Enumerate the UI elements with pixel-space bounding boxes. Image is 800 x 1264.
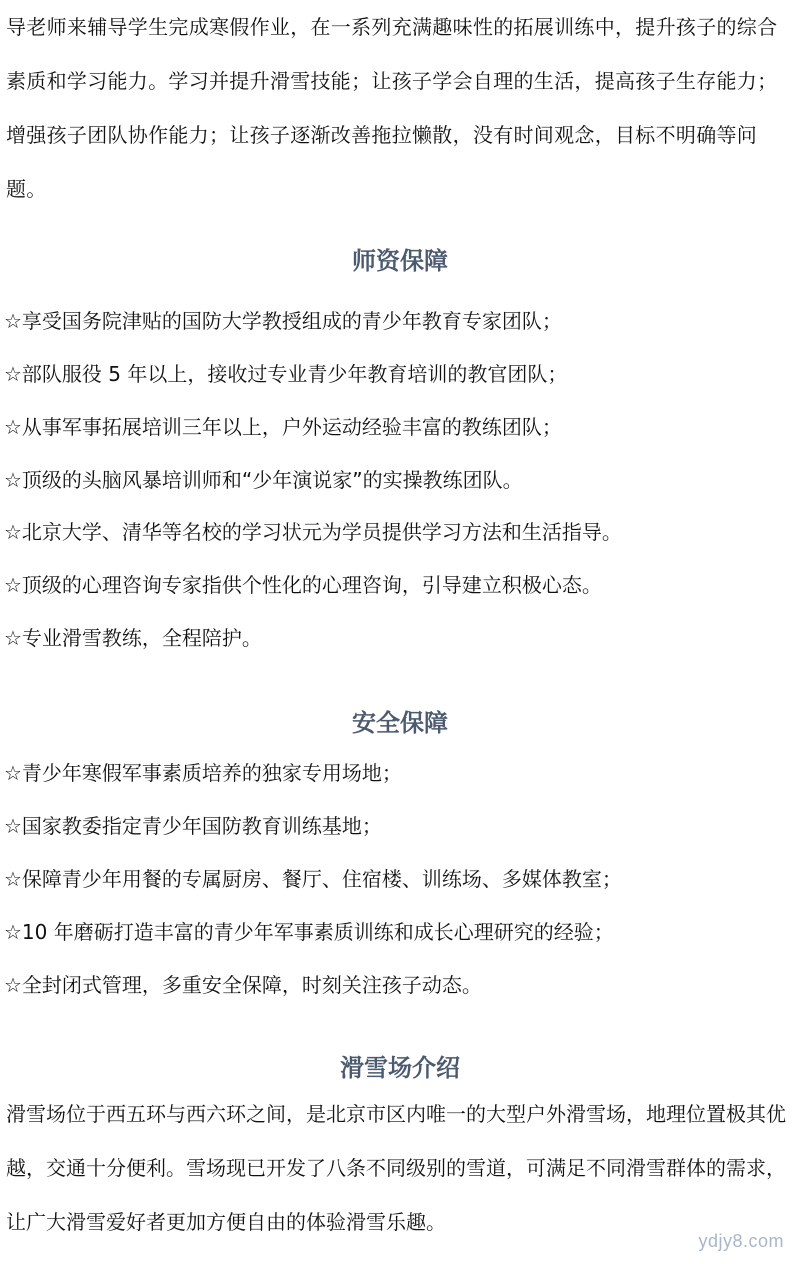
- faculty-item: ☆专业滑雪教练，全程陪护。: [4, 626, 262, 650]
- safety-item: ☆青少年寒假军事素质培养的独家专用场地；: [4, 761, 402, 785]
- safety-item: ☆全封闭式管理，多重安全保障，时刻关注孩子动态。: [4, 973, 482, 997]
- faculty-heading: 师资保障: [352, 247, 448, 275]
- faculty-item: ☆北京大学、清华等名校的学习状元为学员提供学习方法和生活指导。: [4, 520, 622, 544]
- safety-item: ☆保障青少年用餐的专属厨房、餐厅、住宿楼、训练场、多媒体教室；: [4, 867, 622, 891]
- ski-heading: 滑雪场介绍: [340, 1054, 460, 1082]
- watermark: ydjy8.com: [698, 1231, 784, 1251]
- faculty-item: ☆从事军事拓展培训三年以上，户外运动经验丰富的教练团队；: [4, 415, 562, 439]
- ski-paragraph: 滑雪场位于西五环与西六环之间，是北京市区内唯一的大型户外滑雪场，地理位置极其优越，交通十分便利。雪场现已开发了八条不同级别的雪道，可满足不同滑雪群体的需求，让广大滑雪爱好者更加方便自由的体验滑雪乐趣。: [6, 1102, 786, 1234]
- safety-item: ☆国家教委指定青少年国防教育训练基地；: [4, 814, 382, 838]
- safety-heading: 安全保障: [352, 709, 448, 737]
- faculty-item: ☆享受国务院津贴的国防大学教授组成的青少年教育专家团队；: [4, 309, 562, 333]
- intro-paragraph: 导老师来辅导学生完成寒假作业，在一系列充满趣味性的拓展训练中，提升孩子的综合素质和学习能力。学习并提升滑雪技能；让孩子学会自理的生活，提高孩子生存能力；增强孩子团队协作能力；让孩子逐渐改善拖拉懒散，没有时间观念，目标不明确等问题。: [6, 15, 778, 201]
- safety-item: ☆10 年磨砺打造丰富的青少年军事素质训练和成长心理研究的经验；: [4, 920, 614, 944]
- faculty-item: ☆部队服役 5 年以上，接收过专业青少年教育培训的教官团队；: [4, 362, 568, 386]
- faculty-item: ☆顶级的头脑风暴培训师和“少年演说家”的实操教练团队。: [4, 468, 523, 492]
- faculty-item: ☆顶级的心理咨询专家指供个性化的心理咨询，引导建立积极心态。: [4, 573, 602, 597]
